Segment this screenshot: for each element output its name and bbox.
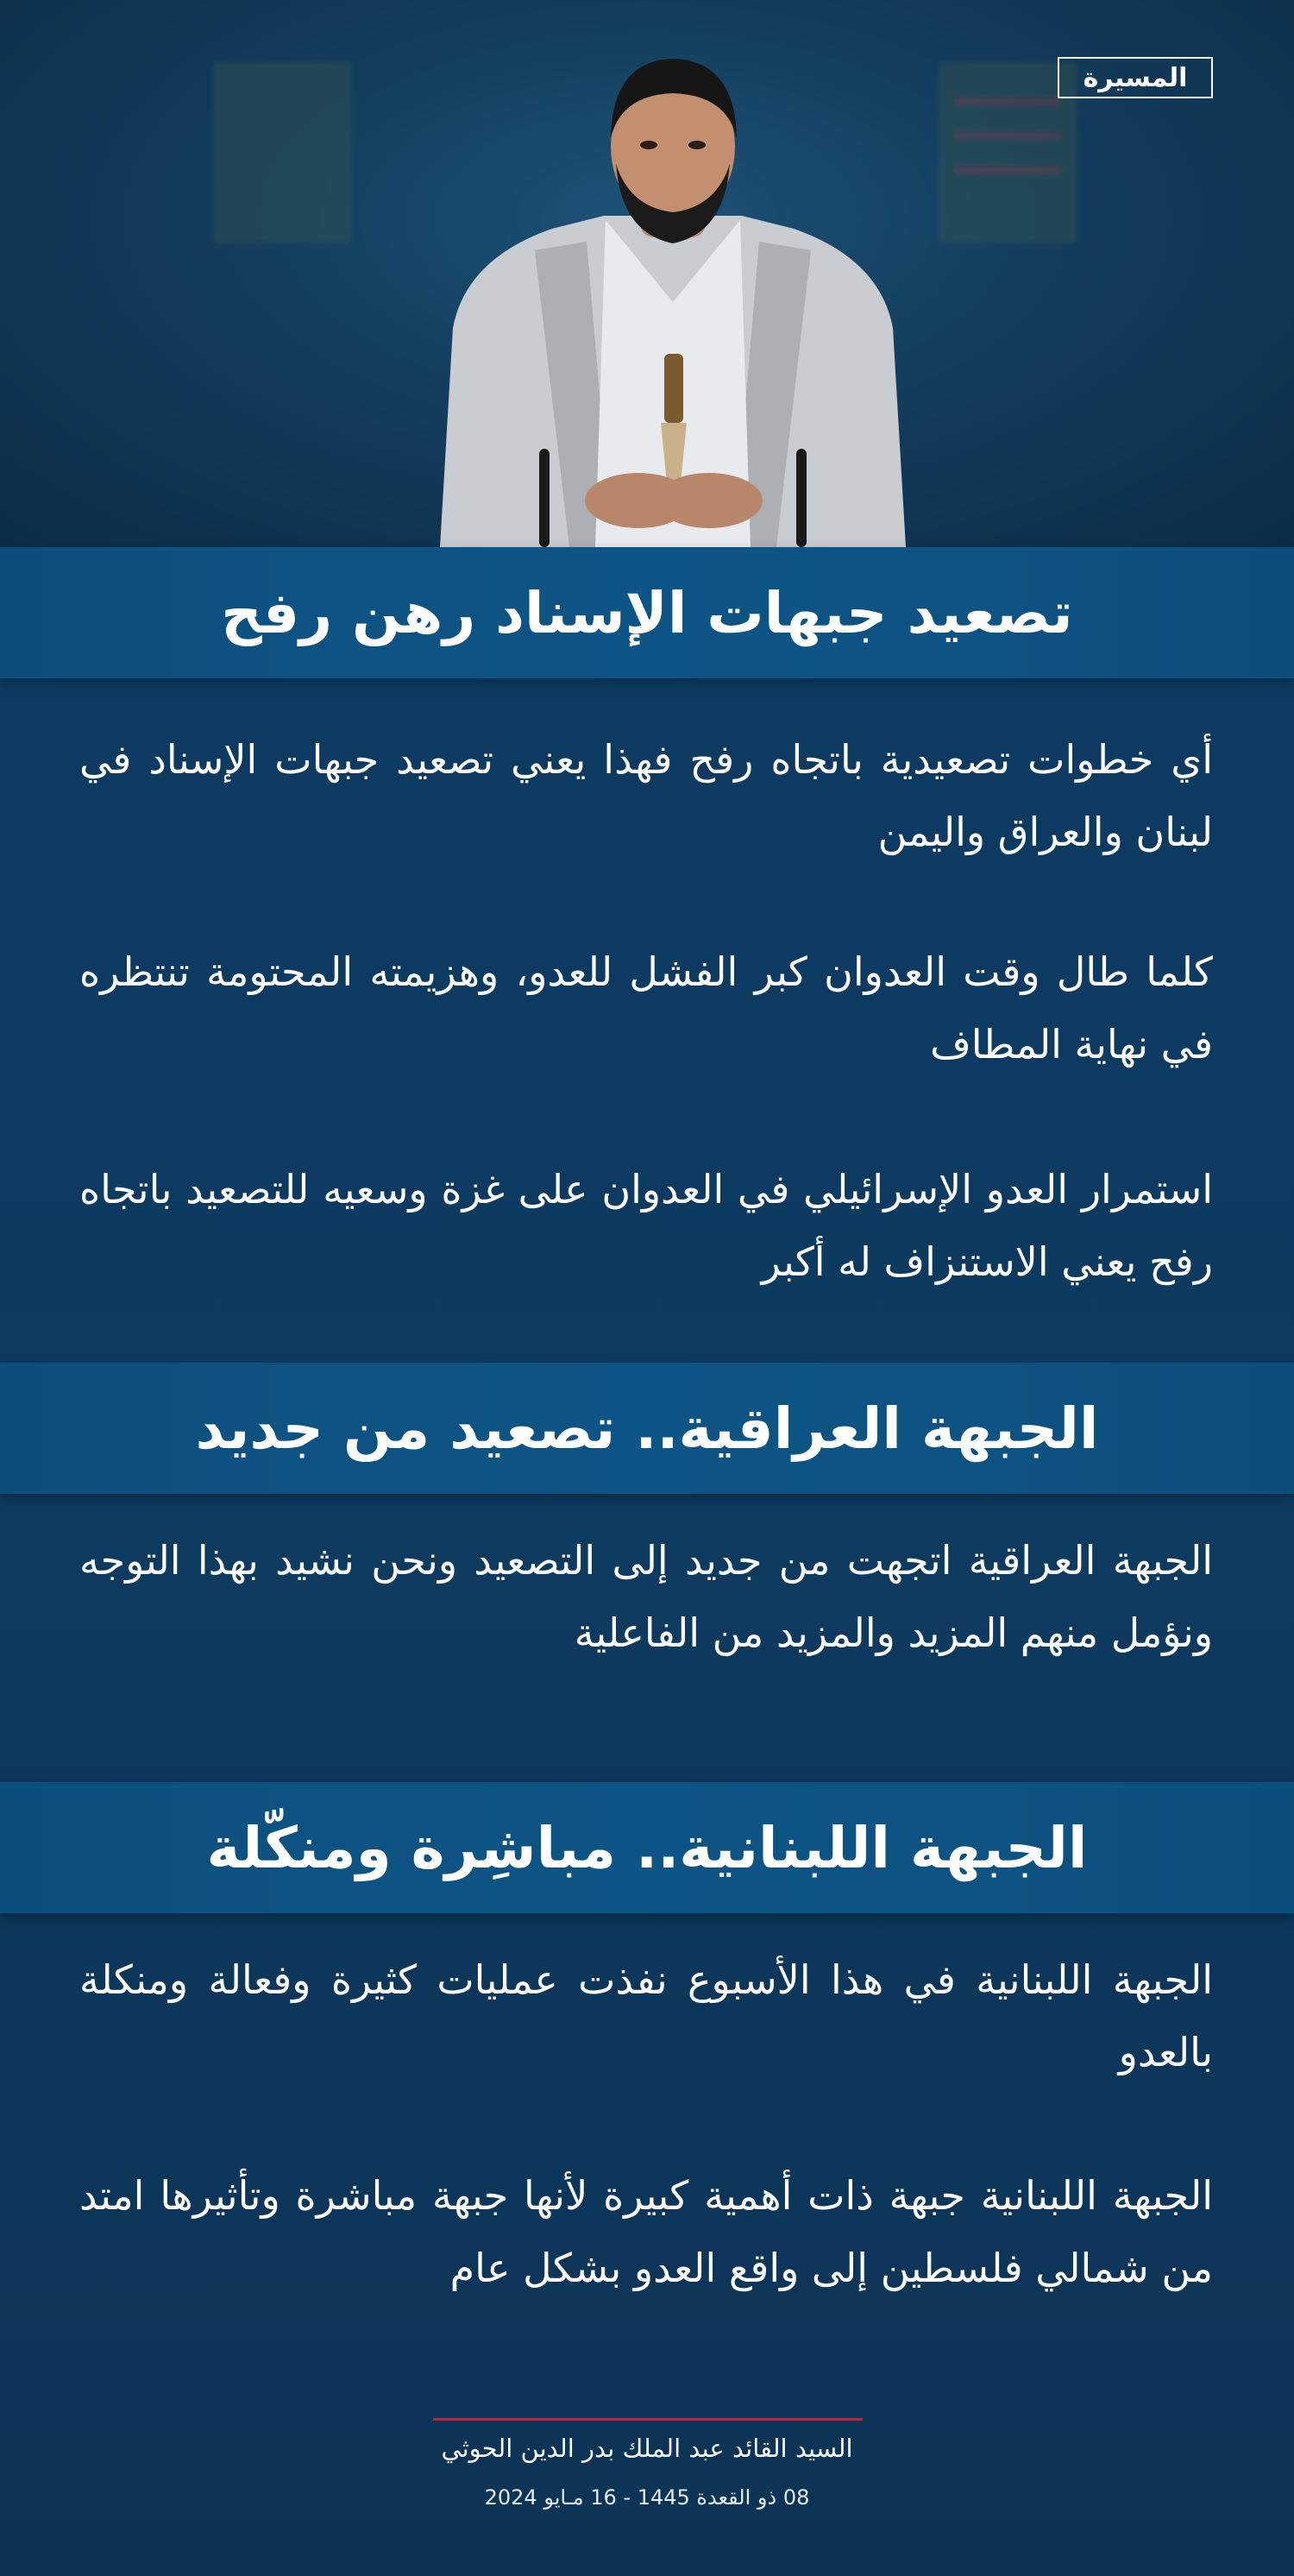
section-title-2: الجبهة العراقية.. تصعيد من جديد <box>195 1395 1099 1462</box>
speaker-portrait <box>405 43 940 547</box>
section-title-bar-1 <box>0 547 1294 678</box>
section-title-bar-2 <box>0 1363 1294 1494</box>
section-2-paragraph-1: الجبهة العراقية اتجهت من جديد إلى التصعيد ونحن نشيد بهذا التوجه ونؤمل منهم المزيد والمزيد من الفاعلية <box>79 1537 1213 1656</box>
section-1-paragraph-2: كلما طال وقت العدوان كبر الفشل للعدو، وهزيمته المحتومة تنتظره في نهاية المطاف <box>79 948 1213 1068</box>
section-title-bar-3 <box>0 1782 1294 1913</box>
speaker-name: السيد القائد عبد الملك بدر الدين الحوثي <box>441 2434 853 2463</box>
background-banner-left <box>213 62 351 243</box>
hero-photo <box>0 0 1294 547</box>
section-title-1: تصعيد جبهات الإسناد رهن رفح <box>221 579 1073 646</box>
footer-divider <box>433 2418 863 2421</box>
section-1-paragraph-1: أي خطوات تصعيدية باتجاه رفح فهذا يعني تصعيد جبهات الإسناد في لبنان والعراق واليمن <box>79 736 1213 855</box>
section-3-paragraph-1: الجبهة اللبنانية في هذا الأسبوع نفذت عمليات كثيرة وفعالة ومنكلة بالعدو <box>79 1956 1213 2075</box>
background-banner-right <box>939 62 1077 243</box>
brand-logo: المسيرة <box>1058 57 1213 98</box>
section-1-paragraph-3: استمرار العدو الإسرائيلي في العدوان على غزة وسعيه للتصعيد باتجاه رفح يعني الاستنزاف له أكبر <box>79 1166 1213 1285</box>
section-title-3: الجبهة اللبنانية.. مباشِرة ومنكّلة <box>206 1814 1088 1881</box>
section-3-paragraph-2: الجبهة اللبنانية جبهة ذات أهمية كبيرة لأنها جبهة مباشرة وتأثيرها امتد من شمالي فلسطين إلى واقع العدو بشكل عام <box>79 2172 1213 2291</box>
speech-date: 08 ذو القعدة 1445 - 16 مـايو 2024 <box>484 2485 810 2510</box>
